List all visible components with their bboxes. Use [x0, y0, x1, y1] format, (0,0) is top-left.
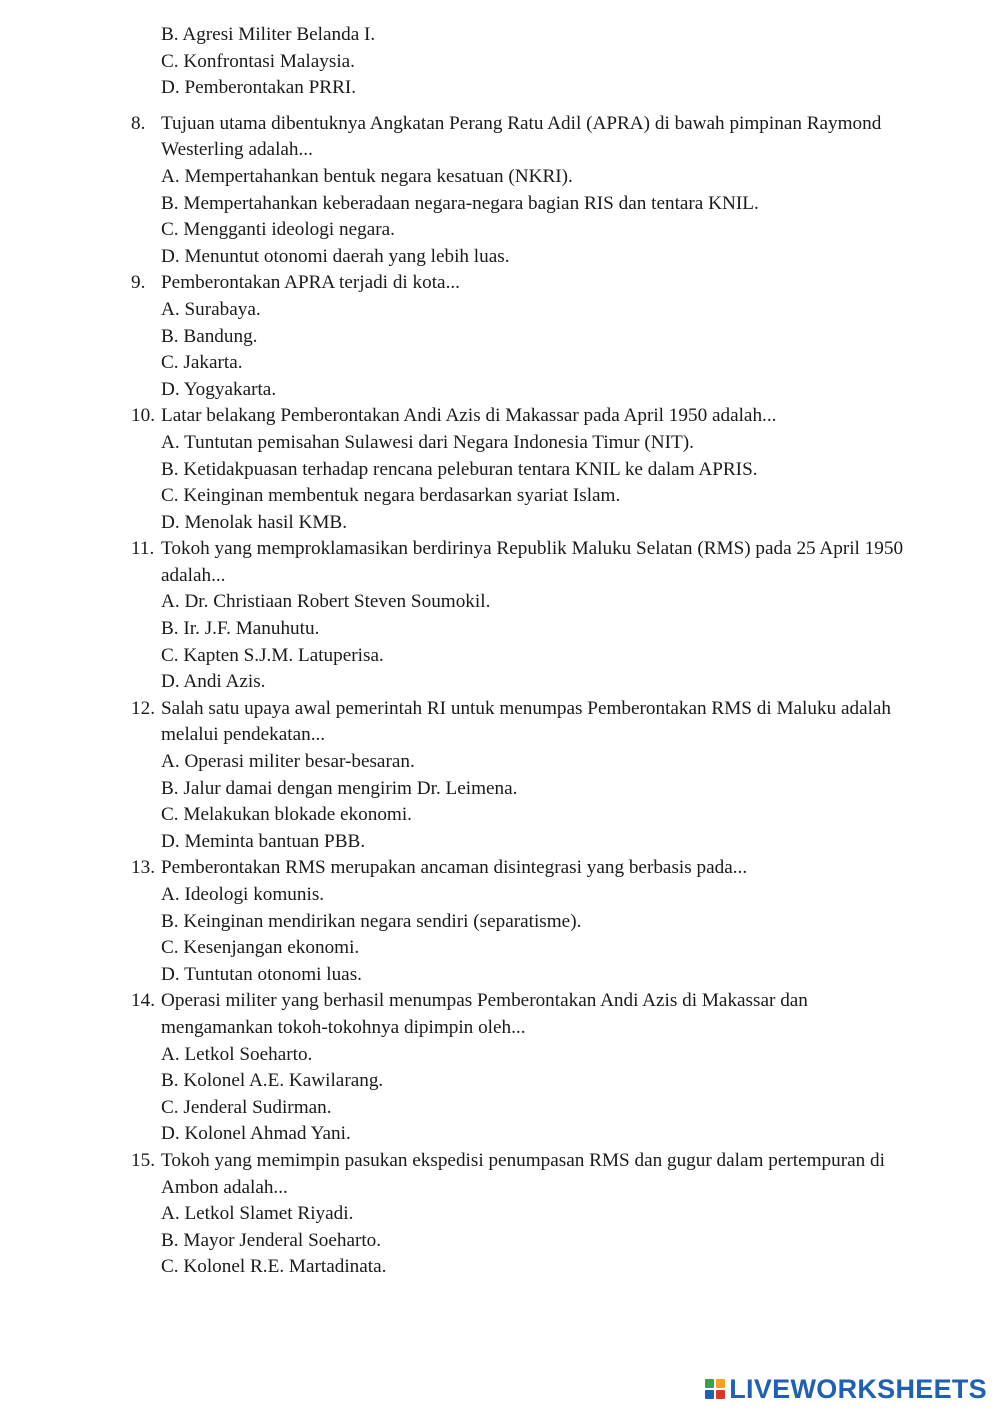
question-block [0, 403, 999, 536]
question-number: 14. [131, 990, 155, 1012]
answer-option[interactable]: A. Letkol Slamet Riyadi. [161, 1203, 354, 1225]
answer-option[interactable]: A. Letkol Soeharto. [161, 1043, 313, 1065]
logo-square [716, 1379, 725, 1388]
liveworksheets-logo [705, 1374, 987, 1404]
question-line [0, 722, 999, 749]
answer-option[interactable]: B. Bandung. [161, 325, 258, 347]
answer-option[interactable]: D. Menolak hasil KMB. [161, 511, 348, 533]
question-block [0, 696, 999, 856]
question-block [0, 111, 999, 271]
answer-option[interactable]: B. Jalur damai dengan mengirim Dr. Leimena. [161, 777, 518, 799]
question-line [0, 1175, 999, 1202]
question-text: Pemberontakan APRA terjadi di kota... [161, 272, 460, 294]
question-number: 11. [131, 538, 155, 560]
question-line [0, 988, 999, 1015]
question-block [0, 855, 999, 988]
question-number: 13. [131, 857, 155, 879]
question-line [0, 696, 999, 723]
question-number: 9. [131, 272, 146, 294]
question-line [0, 111, 999, 138]
question-text: Westerling adalah... [161, 139, 313, 161]
question-number [0, 1015, 161, 1042]
question-block [0, 1148, 999, 1281]
answer-option[interactable]: A. Ideologi komunis. [161, 884, 325, 905]
worksheet-page [0, 22, 999, 1281]
answer-option[interactable]: C. Jakarta. [161, 352, 243, 374]
question-text: Tujuan utama dibentuknya Angkatan Perang Ratu Adil (APRA) di bawah pimpinan Raymond [161, 112, 882, 134]
question-number [0, 722, 161, 749]
answer-option[interactable]: C. Jenderal Sudirman. [161, 1096, 332, 1118]
answer-option[interactable]: A. Mempertahankan bentuk negara kesatuan (NKRI). [161, 165, 573, 187]
question-line [0, 1148, 999, 1175]
answer-option[interactable]: A. Dr. Christiaan Robert Steven Soumokil. [161, 591, 491, 613]
question-text: mengamankan tokoh-tokohnya dipimpin oleh... [161, 1016, 526, 1038]
question-text: Pemberontakan RMS merupakan ancaman disintegrasi yang berbasis pada... [161, 857, 748, 879]
answer-option[interactable]: B. Mayor Jenderal Soeharto. [161, 1229, 382, 1251]
answer-option[interactable]: D. Yogyakarta. [161, 378, 277, 400]
answer-option[interactable]: C. Kesenjangan ekonomi. [161, 937, 360, 959]
answer-option[interactable]: D. Pemberontakan PRRI. [161, 77, 357, 99]
answer-option[interactable]: B. Keinginan mendirikan negara sendiri (separatisme). [161, 910, 582, 932]
answer-option[interactable]: B. Agresi Militer Belanda I. [161, 24, 376, 45]
question-number: 12. [131, 697, 155, 719]
answer-option[interactable]: D. Tuntutan otonomi luas. [161, 963, 362, 985]
answer-option[interactable]: C. Mengganti ideologi negara. [161, 219, 395, 241]
question-line [0, 536, 999, 563]
question-number [0, 563, 161, 590]
question-line [0, 137, 999, 164]
answer-option[interactable]: D. Menuntut otonomi daerah yang lebih luas. [161, 245, 510, 267]
answer-option[interactable]: B. Ir. J.F. Manuhutu. [161, 618, 320, 640]
question-line [0, 403, 999, 430]
question-block [0, 988, 999, 1148]
answer-option[interactable]: C. Melakukan blokade ekonomi. [161, 804, 412, 826]
question-text: Salah satu upaya awal pemerintah RI untuk menumpas Pemberontakan RMS di Maluku adalah [161, 697, 892, 719]
answer-option[interactable]: D. Kolonel Ahmad Yani. [161, 1123, 351, 1145]
answer-option[interactable]: D. Andi Azis. [161, 671, 266, 693]
question-text: Operasi militer yang berhasil menumpas Pemberontakan Andi Azis di Makassar dan [161, 990, 808, 1012]
logo-square [705, 1390, 714, 1399]
answer-option[interactable]: A. Tuntutan pemisahan Sulawesi dari Negara Indonesia Timur (NIT). [161, 431, 694, 453]
question-text: Ambon adalah... [161, 1176, 288, 1198]
question-block [0, 270, 999, 403]
answer-option[interactable]: B. Ketidakpuasan terhadap rencana peleburan tentara KNIL ke dalam APRIS. [161, 458, 758, 480]
question-text: adalah... [161, 564, 226, 586]
answer-option[interactable]: D. Meminta bantuan PBB. [161, 830, 366, 852]
answer-option[interactable]: C. Kolonel R.E. Martadinata. [161, 1256, 387, 1278]
brand-name: LIVEWORKSHEETS [729, 1373, 987, 1404]
answer-option[interactable]: B. Mempertahankan keberadaan negara-negara bagian RIS dan tentara KNIL. [161, 192, 759, 214]
question-number: 15. [131, 1149, 155, 1171]
question-line [0, 270, 999, 297]
question-block [0, 536, 999, 696]
question-text: melalui pendekatan... [161, 724, 326, 746]
answer-option[interactable]: C. Keinginan membentuk negara berdasarkan syariat Islam. [161, 485, 621, 507]
question-line [0, 1015, 999, 1042]
question-text: Tokoh yang memproklamasikan berdirinya Republik Maluku Selatan (RMS) pada 25 April 1950 [161, 538, 904, 560]
answer-option[interactable]: A. Surabaya. [161, 298, 261, 320]
question-number [0, 1175, 161, 1202]
logo-square [716, 1390, 725, 1399]
question-text: Tokoh yang memimpin pasukan ekspedisi penumpasan RMS dan gugur dalam pertempuran di [161, 1149, 885, 1171]
question-number: 10. [131, 405, 155, 427]
question-line [0, 855, 999, 882]
question-number [0, 137, 161, 164]
answer-option[interactable]: C. Kapten S.J.M. Latuperisa. [161, 644, 384, 666]
answer-option[interactable]: C. Konfrontasi Malaysia. [161, 50, 355, 72]
logo-square [705, 1379, 714, 1388]
answer-option[interactable]: A. Operasi militer besar-besaran. [161, 751, 415, 773]
answer-option[interactable]: B. Kolonel A.E. Kawilarang. [161, 1070, 384, 1092]
question-number: 8. [131, 112, 146, 134]
liveworksheets-logo-icon [705, 1379, 725, 1399]
question-text: Latar belakang Pemberontakan Andi Azis di Makassar pada April 1950 adalah... [161, 405, 777, 427]
question-line [0, 563, 999, 590]
